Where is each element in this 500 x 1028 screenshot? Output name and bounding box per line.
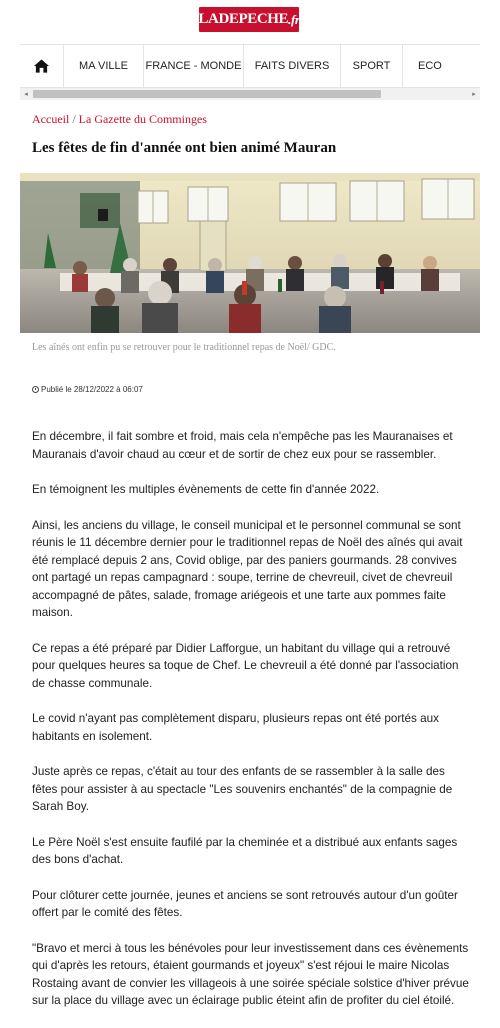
breadcrumb-home[interactable]: Accueil [32, 112, 70, 126]
nav-item-sport[interactable]: SPORT [341, 45, 403, 87]
publish-date-text: Publié le 28/12/2022 à 06:07 [41, 385, 143, 394]
article-body [32, 428, 472, 1028]
scroll-left-icon[interactable]: ◂ [24, 91, 28, 98]
scrollbar-thumb[interactable] [33, 90, 381, 98]
site-logo[interactable] [199, 7, 299, 32]
article-paragraph: Pour clôturer cette journée, jeunes et anciens se sont retrouvés autour d'un goûter offert par le comité des fêtes. [32, 888, 458, 919]
site-header [0, 0, 500, 40]
breadcrumb [32, 112, 207, 127]
nav-home[interactable] [20, 45, 64, 87]
breadcrumb-separator: / [72, 112, 76, 126]
article-paragraph: En témoignent les multiples évènements de cette fin d'année 2022. [32, 483, 380, 496]
nav-item-eco[interactable]: ECO [418, 60, 442, 72]
article-title: Les fêtes de fin d'année ont bien animé Mauran [32, 140, 337, 156]
main-nav [20, 44, 480, 88]
article-paragraph: "Bravo et merci à tous les bénévoles pour leur investissement dans ces évènements qui d'après les retours, étaient gourmands et joyeux" s'est réjoui le maire Nicolas Rostaing avant de convier les villageois à une soirée spéciale solstice d'hiver prévue sur la place du village avec un éclairage public éteint afin de profiter du ciel étoilé. [32, 941, 469, 1007]
logo-text: LADEPECHE [198, 11, 289, 27]
article-paragraph: Juste après ce repas, c'était au tour des enfants de se rassembler à la salle des fêtes pour assister à au spectacle "Les souvenirs enchantés" de la compagnie de Sarah Boy. [32, 765, 453, 813]
photo-caption: Les aînés ont enfin pu se retrouver pour le traditionnel repas de Noël/ GDC. [32, 342, 336, 353]
article-paragraph: Le Père Noël s'est ensuite faufilé par la cheminée et a distribué aux enfants sages des bons d'achat. [32, 835, 458, 866]
article-paragraph: Ainsi, les anciens du village, le conseil municipal et le personnel communal se sont réunis le 11 décembre dernier pour le traditionnel repas de Noël des aînés qui avait été remplacé depuis 2 ans, Covid oblige, par des paniers gourmands. 28 convives ont partagé un repas campagnard : soupe, terrine de chevreuil, civet de chevreuil accompagné de pâtes, salade, fromage ariégeois et une tarte aux pommes faite maison. [32, 518, 463, 619]
article-paragraph: Le covid n'ayant pas complètement disparu, plusieurs repas ont été portés aux habitants en isolement. [32, 712, 439, 743]
nav-item-faits-divers[interactable]: FAITS DIVERS [244, 45, 341, 87]
nav-item-france-monde[interactable]: FRANCE - MONDE [144, 45, 244, 87]
scroll-right-icon[interactable]: ▸ [472, 91, 476, 98]
article-paragraph: Ce repas a été préparé par Didier Lafforgue, un habitant du village qui a retrouvé pour quelques heures sa toque de Chef. Le chevreuil a été donné par l'association de chasse communale. [32, 641, 459, 690]
home-icon [34, 59, 49, 73]
article-paragraph: En décembre, il fait sombre et froid, mais cela n'empêche pas les Mauranaises et Mauranais d'avoir chaud au cœur et de sortir de chez eux pour se rassembler. [32, 430, 453, 461]
clock-icon [32, 386, 39, 393]
breadcrumb-section[interactable]: La Gazette du Comminges [78, 112, 207, 126]
publish-date [32, 385, 143, 394]
nav-scrollbar[interactable] [20, 88, 480, 100]
article-photo [20, 173, 480, 333]
logo-suffix: .fr [288, 11, 300, 27]
nav-item-ma-ville[interactable]: MA VILLE [64, 45, 144, 87]
